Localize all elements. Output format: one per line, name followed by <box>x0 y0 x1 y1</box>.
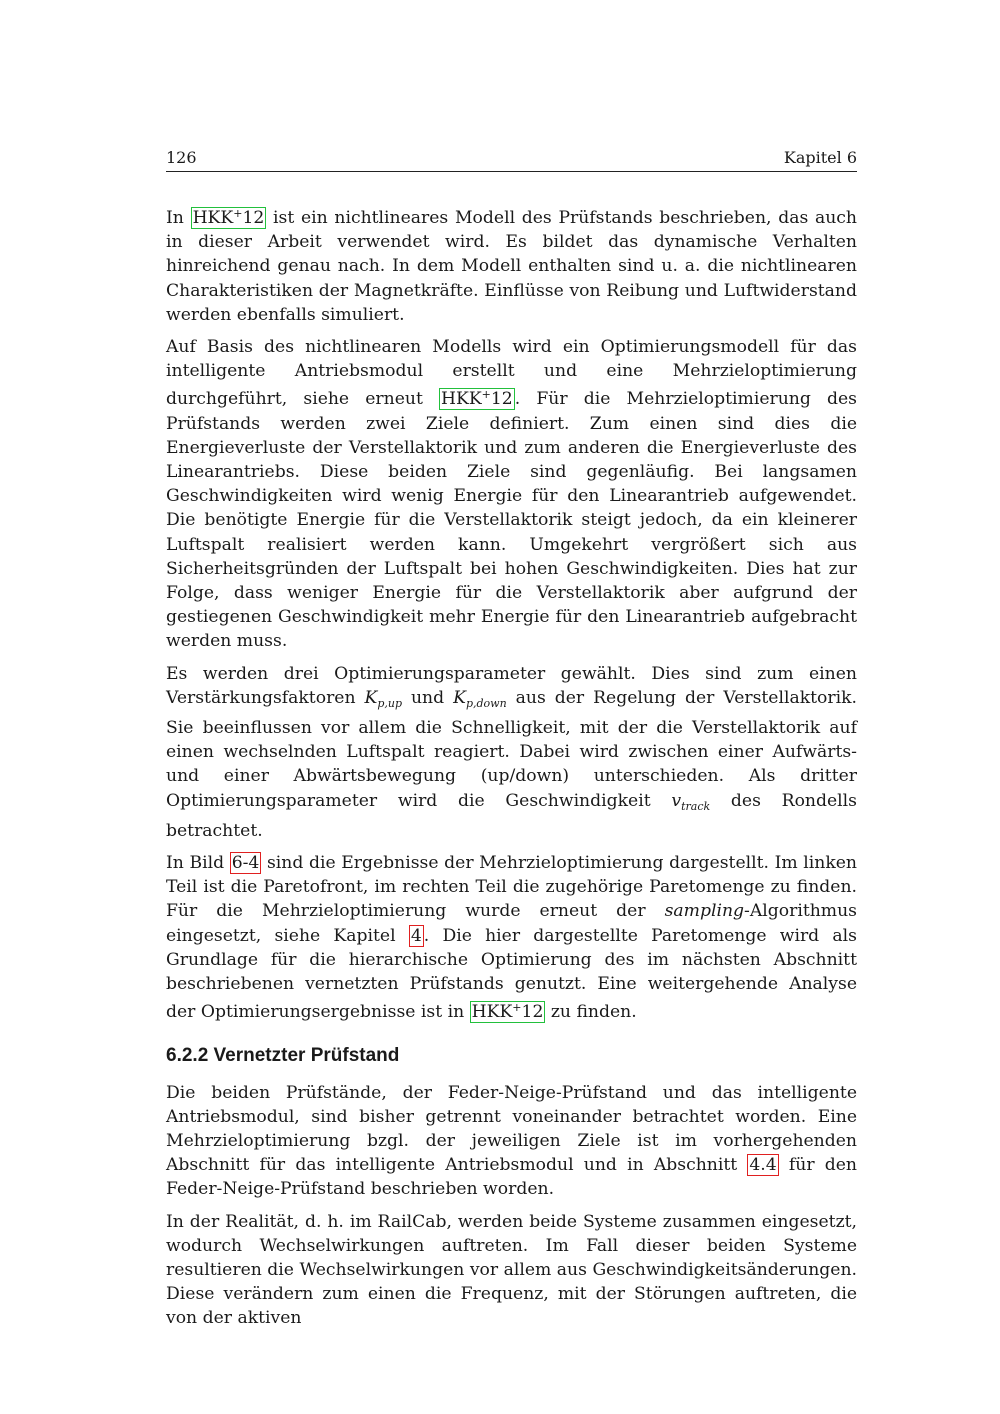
citation-link-hkk12[interactable]: HKK+12 <box>471 1001 544 1023</box>
paragraph-2: Auf Basis des nichtlinearen Modells wird ein Optimierungsmodell für das intelligente Antriebsmodul erstellt und eine Mehrzieloptimierung durchgeführt, siehe erneut HKK+12 . Für die Mehrzieloptimierung des Prüfstands werden zwei Ziele definiert. Zum einen sind dies die Energieverluste der Verstellaktorik und zum anderen die Energieverluste des Linearantriebs. Diese beiden Ziele sind gegenläufig. Bei langsamen Geschwindigkeiten wird wenig Energie für den Linearantrieb aufgewendet. Die benötigte Energie für die Verstellaktorik steigt jedoch, da ein kleinerer Luftspalt realisiert werden kann. Umgekehrt vergrößert sich aus Sicherheitsgründen der Luftspalt bei hohen Geschwindigkeiten. Dies hat zur Folge, dass weniger Energie für die Verstellaktorik aber aufgrund der gestiegenen Geschwindigkeit mehr Energie für den Linearantrieb aufgebracht werden muss. <box>166 337 857 652</box>
page-number: 126 <box>166 148 197 167</box>
paragraph-6: In der Realität, d. h. im RailCab, werden beide Systeme zusammen eingesetzt, wodurch Wechselwirkungen auftreten. Im Fall dieser beiden Systeme resultieren die Wechselwirkungen vor allem aus Geschwindigkeitsänderungen. Diese verändern zum einen die Frequenz, mit der Störungen auftreten, die von der aktiven <box>166 1211 857 1329</box>
section-heading: 6.2.2 Vernetzter Prüfstand <box>166 1044 400 1066</box>
chapter-label: Kapitel 6 <box>783 148 857 167</box>
paragraph-3: Es werden drei Optimierungsparameter gewählt. Dies sind zum einen Verstärkungsfaktoren $K_{p,up}$ und $K_{p,down}$ aus der Regelung der Verstellaktorik. Sie beeinflussen vor allem die Schnelligkeit, mit der die Verstellaktorik auf einen wechselnden Luftspalt reagiert. Dabei wird zwischen einer Aufwärts- und einer Abwärtsbewegung (up/down) unterschieden. Als dritter Optimierungsparameter wird die Geschwindigkeit $v_{track}$ des Rondells betrachtet. <box>166 663 857 841</box>
figure-link-6-4[interactable]: 6-4 <box>231 853 260 874</box>
running-header <box>166 148 857 172</box>
section-link-4-4[interactable]: 4.4 <box>749 1155 777 1176</box>
paragraph-4: In Bild 6-4 sind die Ergebnisse der Mehrzieloptimierung dargestellt. Im linken Teil ist die Paretofront, im rechten Teil die zugehörige Paretomenge zu finden. Für die Mehrzieloptimierung wurde erneut der sampling-Algorithmus eingesetzt, siehe Kapitel 4 . Die hier dargestellte Paretomenge wird als Grundlage für die hierarchische Optimierung des im nächsten Abschnitt beschriebenen vernetzten Prüfstands genutzt. Eine weitergehende Analyse der Optimierungsergebnisse ist in HKK+12 zu finden. <box>166 853 857 1023</box>
citation-link-hkk12[interactable]: HKK+12 <box>440 388 513 410</box>
symbol-k-p-up: $K_{p,up}$ <box>364 687 403 710</box>
paragraph-1: In HKK+12 ist ein nichtlineares Modell des Prüfstands beschrieben, das auch in dieser Arbeit verwendet wird. Es bildet das dynamische Verhalten hinreichend genau nach. In dem Modell enthalten sind u. a. die nichtlinearen Charakteristiken der Magnetkräfte. Einflüsse von Reibung und Luftwiderstand werden ebenfalls simuliert. <box>166 207 857 325</box>
body-text <box>166 202 857 1331</box>
paragraph-5: Die beiden Prüfstände, der Feder-Neige-Prüfstand und das intelligente Antriebsmodul, sind bisher getrennt voneinander betrachtet worden. Eine Mehrzieloptimierung bzgl. der jeweiligen Ziele ist im vorhergehenden Abschnitt für das intelligente Antriebsmodul und in Abschnitt 4.4 für den Feder-Neige-Prüfstand beschrieben worden. <box>166 1082 857 1200</box>
chapter-link-4[interactable]: 4 <box>410 925 422 946</box>
citation-link-hkk12[interactable]: HKK+12 <box>192 207 265 228</box>
symbol-k-p-down: $K_{p,down}$ <box>453 687 507 710</box>
symbol-v-track: $v_{track}$ <box>671 790 711 813</box>
page <box>166 148 857 1339</box>
